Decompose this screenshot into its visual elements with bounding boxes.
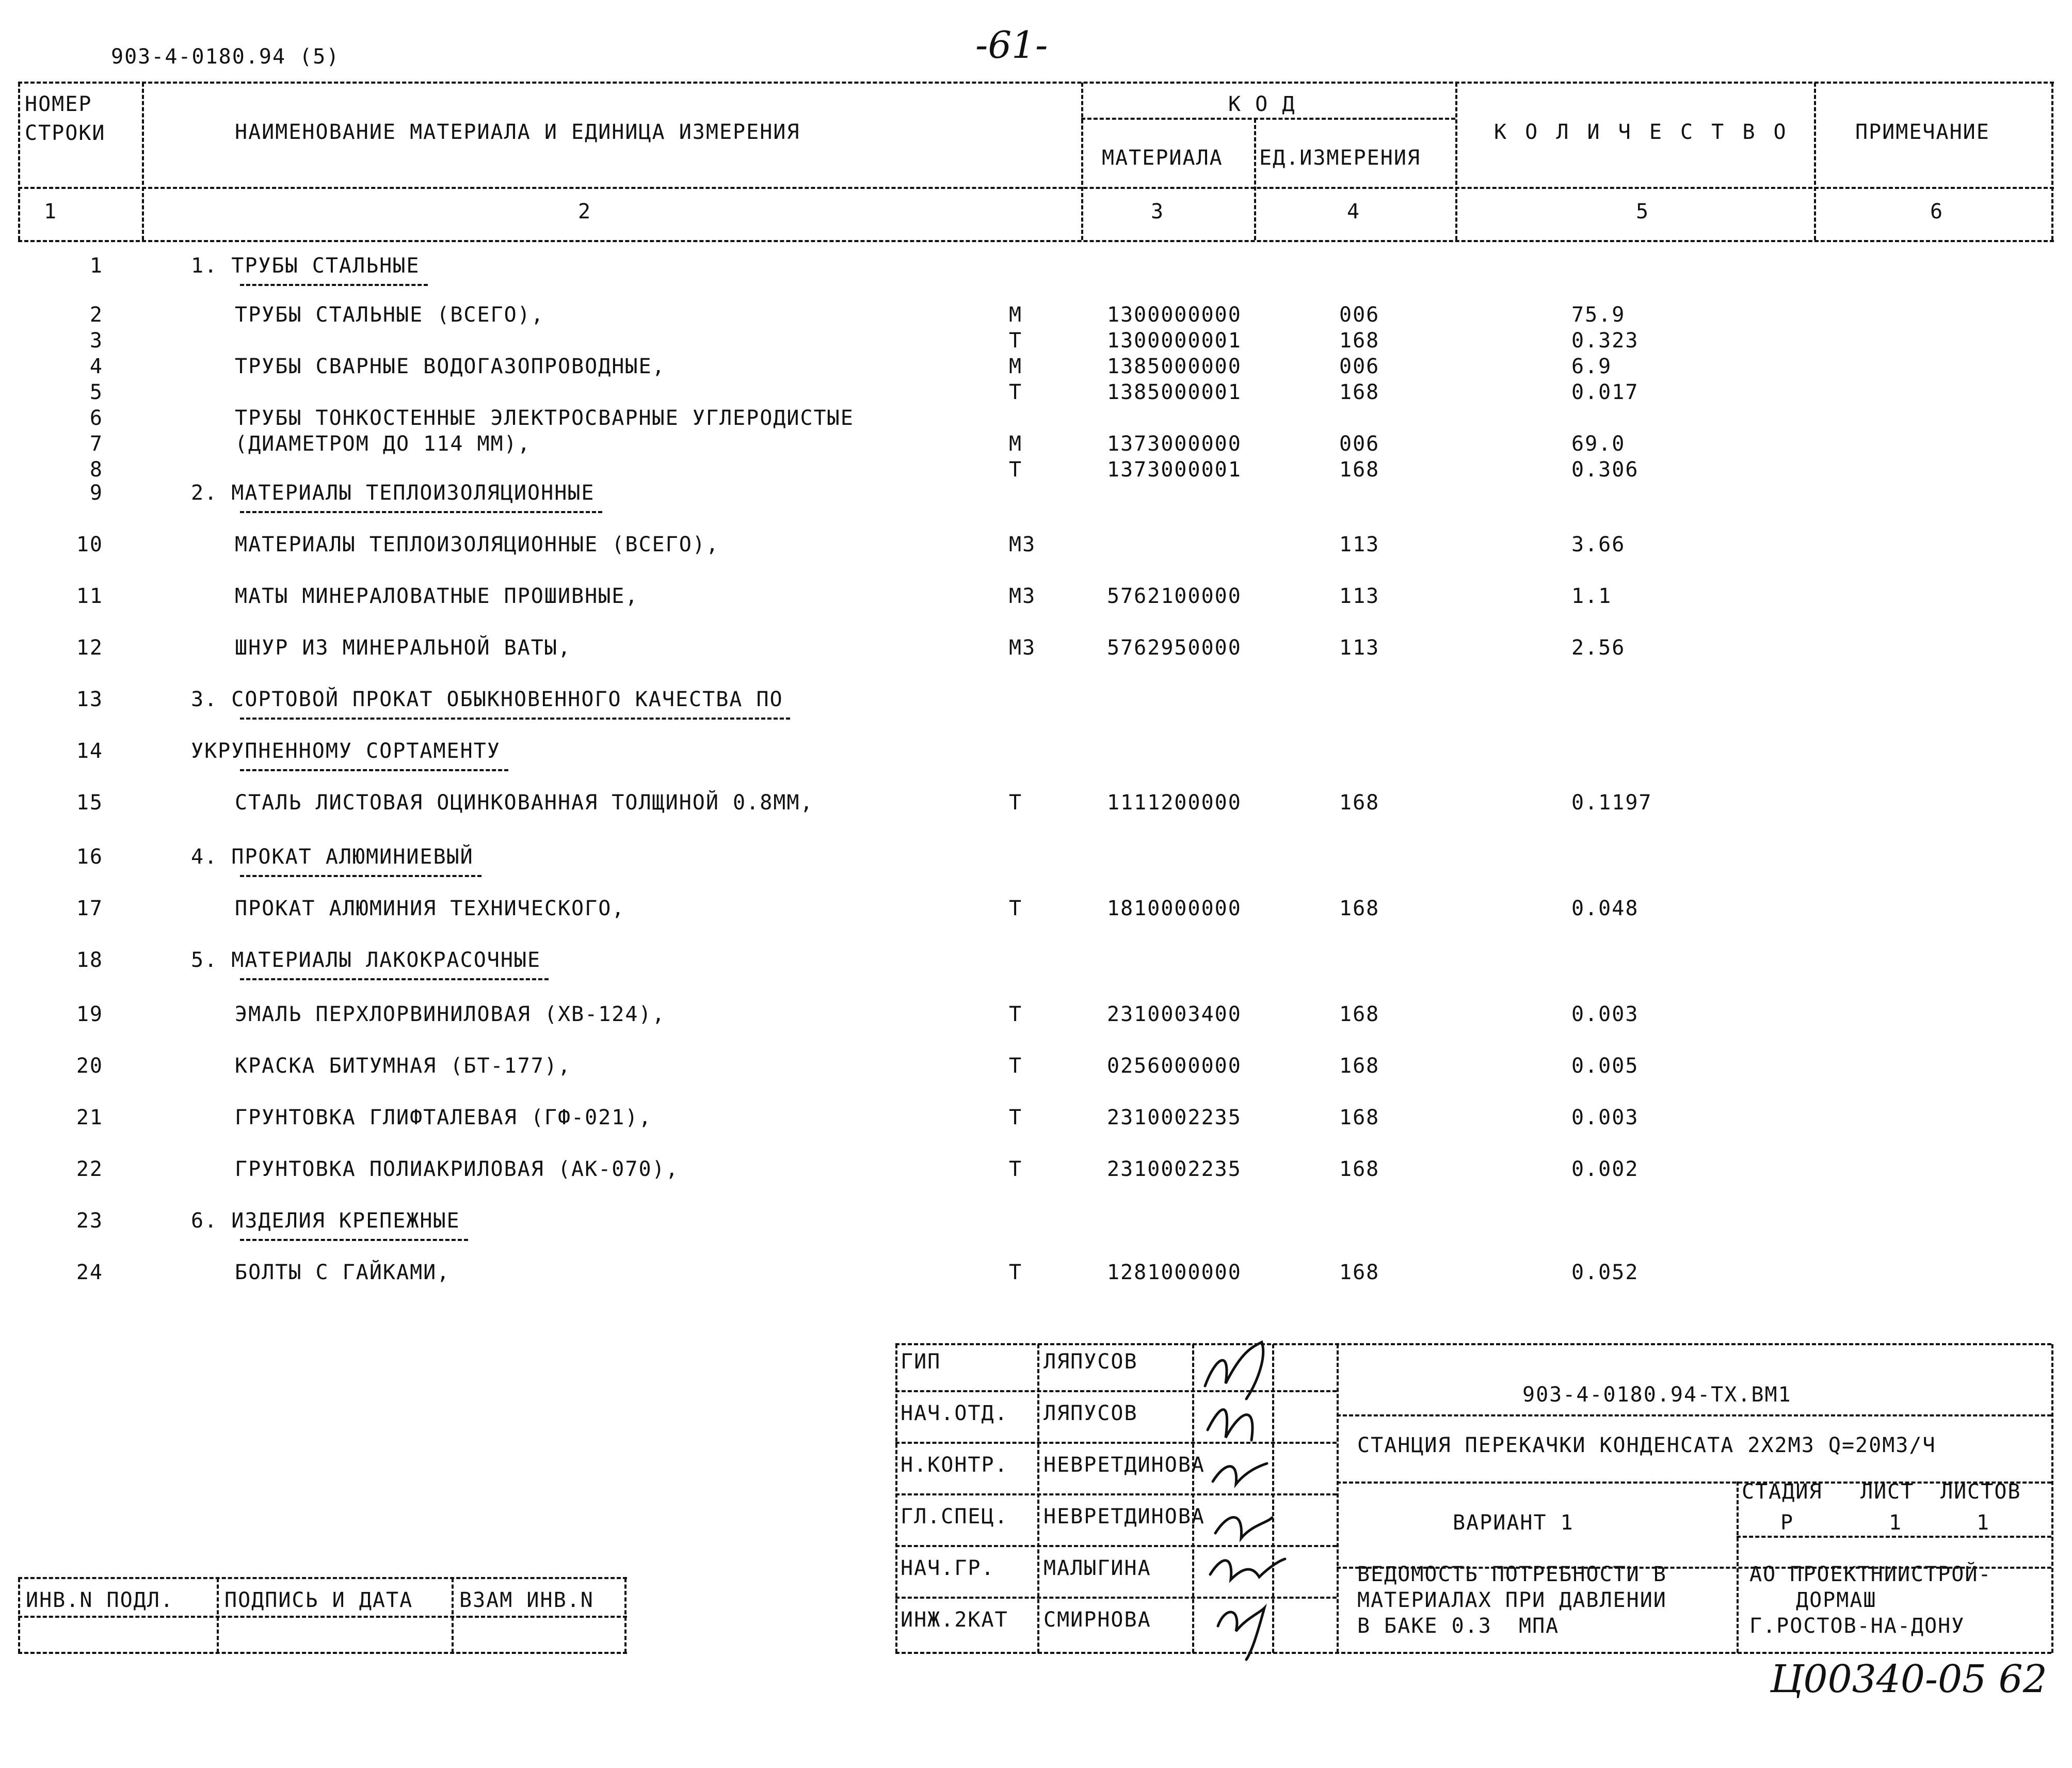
inventory-sep-1 [217, 1578, 219, 1653]
row-number: 17 [76, 897, 103, 920]
quantity: 1.1 [1571, 584, 1612, 608]
unit: Т [1009, 1002, 1023, 1026]
col-sep-3 [1254, 119, 1256, 240]
unit-code: 113 [1339, 636, 1380, 660]
unit-code: 168 [1339, 897, 1380, 920]
row-number: 19 [76, 1002, 103, 1026]
signature-2 [1208, 1410, 1252, 1440]
unit-code: 168 [1339, 1157, 1380, 1181]
section-heading: 2. МАТЕРИАЛЫ ТЕПЛОИЗОЛЯЦИОННЫЕ [191, 481, 595, 505]
section-heading: 1. ТРУБЫ СТАЛЬНЫЕ [191, 254, 420, 278]
row-number: 20 [76, 1054, 103, 1078]
section-heading: УКРУПНЕННОМУ СОРТАМЕНТУ [191, 739, 501, 763]
row-number: 12 [76, 636, 103, 660]
quantity: 0.1197 [1571, 791, 1652, 815]
stamp-stage-label: СТАДИЯ [1742, 1480, 1823, 1504]
section-underline [240, 769, 508, 771]
material-code: 1300000001 [1107, 329, 1242, 353]
inventory-label-2: ПОДПИСЬ И ДАТА [224, 1588, 413, 1612]
stamp-top-rule [895, 1343, 2051, 1345]
section-heading: 6. ИЗДЕЛИЯ КРЕПЕЖНЫЕ [191, 1209, 460, 1233]
col-number-1: 1 [44, 200, 58, 224]
unit: М [1009, 355, 1023, 378]
quantity: 6.9 [1571, 355, 1612, 378]
material-code: 2310002235 [1107, 1106, 1242, 1129]
unit: М [1009, 432, 1023, 456]
material-code: 1385000001 [1107, 380, 1242, 404]
row-number: 10 [76, 533, 103, 556]
col-sep-6 [2051, 83, 2053, 240]
row-number: 16 [76, 845, 103, 869]
signature-1 [1205, 1342, 1263, 1399]
row-number: 15 [76, 791, 103, 815]
section-heading: 4. ПРОКАТ АЛЮМИНИЕВЫЙ [191, 845, 474, 869]
material-code: 5762950000 [1107, 636, 1242, 660]
material-name: ГРУНТОВКА ГЛИФТАЛЕВАЯ (ГФ-021), [235, 1106, 652, 1129]
quantity: 0.017 [1571, 380, 1639, 404]
inventory-mid-rule [18, 1616, 627, 1618]
stamp-role: ИНЖ.2КАТ [901, 1608, 1008, 1632]
section-underline [240, 1239, 468, 1241]
header-kod: К О Д [1228, 92, 1296, 116]
quantity: 3.66 [1571, 533, 1626, 556]
col-number-2: 2 [578, 200, 592, 224]
unit-code: 168 [1339, 1106, 1380, 1129]
stamp-right-rule [2051, 1344, 2053, 1653]
quantity: 0.005 [1571, 1054, 1639, 1078]
stamp-title-2: МАТЕРИАЛАХ ПРИ ДАВЛЕНИИ [1357, 1588, 1667, 1612]
row-number: 8 [89, 458, 103, 482]
header-qty: К О Л И Ч Е С Т В О [1494, 120, 1789, 144]
unit: М3 [1009, 584, 1036, 608]
unit-code: 113 [1339, 533, 1380, 556]
quantity: 0.048 [1571, 897, 1639, 920]
material-name: ТРУБЫ ТОНКОСТЕННЫЕ ЭЛЕКТРОСВАРНЫЕ УГЛЕРОДИСТЫЕ [235, 406, 854, 430]
unit-code: 168 [1339, 791, 1380, 815]
stamp-person: ЛЯПУСОВ [1043, 1350, 1138, 1374]
section-underline [240, 978, 549, 980]
inventory-label-1: ИНВ.N ПОДЛ. [26, 1588, 174, 1612]
unit-code: 006 [1339, 303, 1380, 327]
row-number: 14 [76, 739, 103, 763]
stamp-sheets-label: ЛИСТОВ [1940, 1480, 2021, 1504]
section-heading: 5. МАТЕРИАЛЫ ЛАКОКРАСОЧНЫЕ [191, 948, 541, 972]
section-underline [240, 284, 428, 286]
inventory-sep-3 [624, 1578, 627, 1653]
unit-code: 168 [1339, 458, 1380, 482]
col-sep-5 [1814, 83, 1816, 240]
inventory-sep-0 [18, 1578, 20, 1653]
material-name: КРАСКА БИТУМНАЯ (БТ-177), [235, 1054, 572, 1078]
col-number-5: 5 [1636, 200, 1650, 224]
stamp-person: МАЛЫГИНА [1043, 1556, 1151, 1580]
signature-5 [1210, 1559, 1285, 1580]
stamp-object: СТАНЦИЯ ПЕРЕКАЧКИ КОНДЕНСАТА 2Х2М3 Q=20М3/Ч [1357, 1433, 1936, 1457]
signature-6 [1218, 1608, 1264, 1660]
header-bottom-rule [18, 240, 2054, 242]
quantity: 0.003 [1571, 1106, 1639, 1129]
material-name: МАТЕРИАЛЫ ТЕПЛОИЗОЛЯЦИОННЫЕ (ВСЕГО), [235, 533, 719, 556]
unit-code: 113 [1339, 584, 1380, 608]
material-code: 1810000000 [1107, 897, 1242, 920]
row-number: 4 [89, 355, 103, 378]
stamp-org-2: ДОРМАШ [1796, 1588, 1877, 1612]
stamp-org-3: Г.РОСТОВ-НА-ДОНУ [1749, 1614, 1965, 1638]
header-mid-rule [18, 187, 2054, 189]
unit: Т [1009, 1261, 1023, 1284]
stamp-designation: 903-4-0180.94-ТХ.ВМ1 [1522, 1383, 1792, 1407]
stamp-person: СМИРНОВА [1043, 1608, 1151, 1632]
section-underline [240, 718, 790, 720]
stamp-sheets: 1 [1977, 1511, 1990, 1535]
material-code: 1385000000 [1107, 355, 1242, 378]
material-name: ТРУБЫ СВАРНЫЕ ВОДОГАЗОПРОВОДНЫЕ, [235, 355, 666, 378]
material-name: СТАЛЬ ЛИСТОВАЯ ОЦИНКОВАННАЯ ТОЛЩИНОЙ 0.8ММ, [235, 791, 814, 815]
material-code: 1281000000 [1107, 1261, 1242, 1284]
page-number: -61- [975, 23, 1048, 67]
header-note: ПРИМЕЧАНИЕ [1855, 120, 1990, 144]
col-sep-1 [142, 83, 144, 240]
col-number-6: 6 [1930, 200, 1944, 224]
section-underline [240, 875, 481, 877]
stamp-person: НЕВРЕТДИНОВА [1043, 1453, 1205, 1477]
row-number: 18 [76, 948, 103, 972]
unit-code: 168 [1339, 1002, 1380, 1026]
header-unit: ЕД.ИЗМЕРЕНИЯ [1259, 146, 1421, 170]
material-name: ПРОКАТ АЛЮМИНИЯ ТЕХНИЧЕСКОГО, [235, 897, 625, 920]
inventory-sep-2 [452, 1578, 454, 1653]
unit-code: 006 [1339, 355, 1380, 378]
stamp-designation-rule [1337, 1414, 2051, 1416]
col-sep-0 [18, 83, 20, 240]
unit: Т [1009, 791, 1023, 815]
unit: Т [1009, 1157, 1023, 1181]
unit-code: 168 [1339, 1054, 1380, 1078]
stamp-role: ГИП [901, 1350, 941, 1374]
signatures [1195, 1327, 1319, 1662]
material-code: 5762100000 [1107, 584, 1242, 608]
stamp-stage: Р [1780, 1511, 1794, 1535]
col-number-3: 3 [1151, 200, 1165, 224]
unit: М [1009, 303, 1023, 327]
stamp-role: НАЧ.ГР. [901, 1556, 995, 1580]
signature-3 [1213, 1463, 1267, 1484]
stamp-role: НАЧ.ОТД. [901, 1401, 1008, 1425]
kod-sub-rule [1081, 118, 1455, 120]
header-row-no-1: НОМЕР [25, 92, 92, 116]
row-number: 24 [76, 1261, 103, 1284]
unit-code: 168 [1339, 329, 1380, 353]
stamp-bottom-rule [895, 1652, 2051, 1654]
header-name: НАИМЕНОВАНИЕ МАТЕРИАЛА И ЕДИНИЦА ИЗМЕРЕНИЯ [235, 120, 800, 144]
quantity: 0.306 [1571, 458, 1639, 482]
material-name: ЭМАЛЬ ПЕРХЛОРВИНИЛОВАЯ (ХВ-124), [235, 1002, 666, 1026]
material-name: ГРУНТОВКА ПОЛИАКРИЛОВАЯ (АК-070), [235, 1157, 679, 1181]
row-number: 1 [89, 254, 103, 278]
col-sep-4 [1455, 83, 1457, 240]
inventory-bottom-rule [18, 1652, 627, 1654]
quantity: 75.9 [1571, 303, 1626, 327]
row-number: 13 [76, 688, 103, 711]
inventory-top-rule [18, 1577, 627, 1579]
quantity: 69.0 [1571, 432, 1626, 456]
unit: Т [1009, 380, 1023, 404]
row-number: 11 [76, 584, 103, 608]
section-heading: 3. СОРТОВОЙ ПРОКАТ ОБЫКНОВЕННОГО КАЧЕСТВА ПО [191, 688, 783, 711]
row-number: 23 [76, 1209, 103, 1233]
material-code: 1373000000 [1107, 432, 1242, 456]
material-name: (ДИАМЕТРОМ ДО 114 ММ), [235, 432, 531, 456]
unit: Т [1009, 1106, 1023, 1129]
stamp-sheet-label: ЛИСТ [1860, 1480, 1915, 1504]
material-code: 1111200000 [1107, 791, 1242, 815]
quantity: 0.323 [1571, 329, 1639, 353]
stamp-person: НЕВРЕТДИНОВА [1043, 1505, 1205, 1528]
unit: М3 [1009, 533, 1036, 556]
quantity: 0.003 [1571, 1002, 1639, 1026]
unit: Т [1009, 897, 1023, 920]
stamp-org-1: АО ПРОЕКТНИИСТРОЙ- [1749, 1563, 1992, 1586]
inventory-label-3: ВЗАМ ИНВ.N [459, 1588, 594, 1612]
stamp-role: Н.КОНТР. [901, 1453, 1008, 1477]
material-name: ШНУР ИЗ МИНЕРАЛЬНОЙ ВАТЫ, [235, 636, 572, 660]
unit-code: 168 [1339, 1261, 1380, 1284]
unit: Т [1009, 458, 1023, 482]
row-number: 7 [89, 432, 103, 456]
row-number: 2 [89, 303, 103, 327]
handwritten-archive-number: Ц00340-05 62 [1770, 1657, 2047, 1701]
row-number: 22 [76, 1157, 103, 1181]
stamp-variant: ВАРИАНТ 1 [1453, 1511, 1574, 1535]
stamp-title-3: В БАКЕ 0.3 МПА [1357, 1614, 1560, 1638]
quantity: 0.002 [1571, 1157, 1639, 1181]
quantity: 2.56 [1571, 636, 1626, 660]
material-code: 2310002235 [1107, 1157, 1242, 1181]
stamp-stage-rule [1737, 1536, 2051, 1538]
quantity: 0.052 [1571, 1261, 1639, 1284]
row-number: 3 [89, 329, 103, 353]
stamp-date-sep [1337, 1344, 1339, 1653]
material-name: МАТЫ МИНЕРАЛОВАТНЫЕ ПРОШИВНЫЕ, [235, 584, 639, 608]
material-code: 1300000000 [1107, 303, 1242, 327]
material-code: 2310003400 [1107, 1002, 1242, 1026]
unit-code: 168 [1339, 380, 1380, 404]
row-number: 9 [89, 481, 103, 505]
section-underline [240, 511, 602, 513]
col-number-4: 4 [1347, 200, 1361, 224]
stamp-sheet: 1 [1889, 1511, 1903, 1535]
header-top-rule [18, 82, 2054, 84]
stamp-title-1: ВЕДОМОСТЬ ПОТРЕБНОСТИ В [1357, 1563, 1667, 1586]
stamp-role: ГЛ.СПЕЦ. [901, 1505, 1008, 1528]
header-material: МАТЕРИАЛА [1102, 146, 1223, 170]
header-row-no-2: СТРОКИ [25, 121, 106, 145]
material-code: 1373000001 [1107, 458, 1242, 482]
stamp-person: ЛЯПУСОВ [1043, 1401, 1138, 1425]
col-sep-2 [1081, 83, 1083, 240]
unit: М3 [1009, 636, 1036, 660]
row-number: 5 [89, 380, 103, 404]
material-name: БОЛТЫ С ГАЙКАМИ, [235, 1261, 451, 1284]
unit: Т [1009, 1054, 1023, 1078]
doc-code: 903-4-0180.94 (5) [111, 45, 340, 69]
row-number: 6 [89, 406, 103, 430]
material-name: ТРУБЫ СТАЛЬНЫЕ (ВСЕГО), [235, 303, 544, 327]
unit-code: 006 [1339, 432, 1380, 456]
unit: Т [1009, 329, 1023, 353]
material-code: 0256000000 [1107, 1054, 1242, 1078]
signature-4 [1215, 1517, 1272, 1538]
row-number: 21 [76, 1106, 103, 1129]
